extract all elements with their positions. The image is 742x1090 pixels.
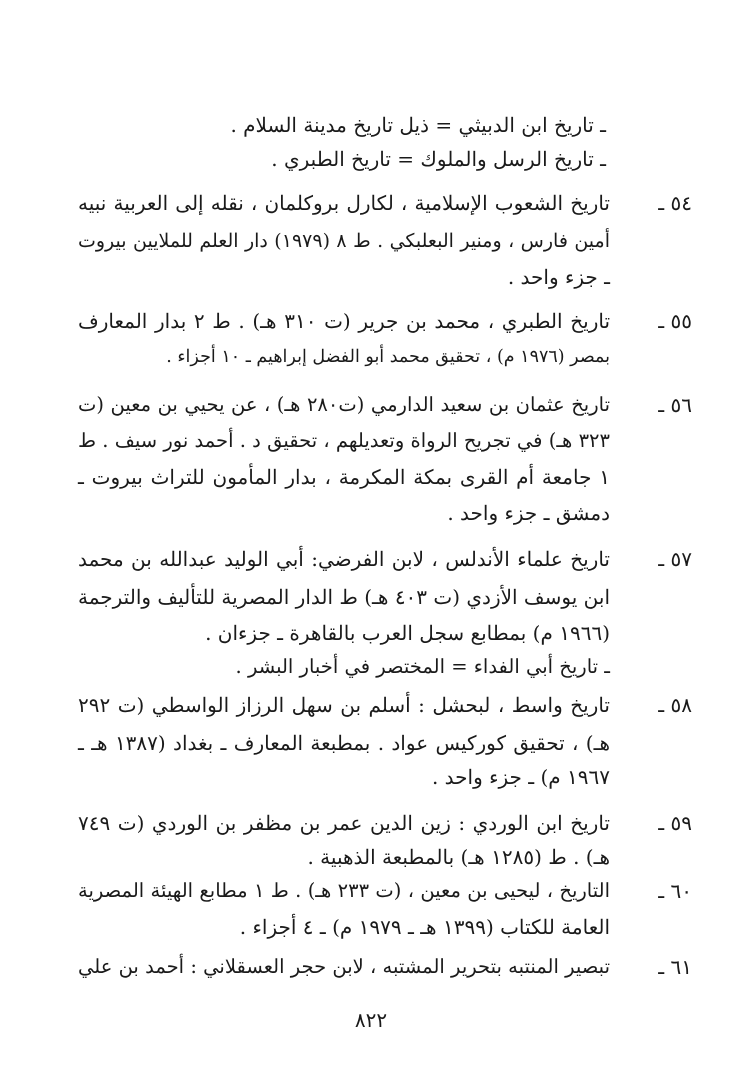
entry-line: تاريخ واسط ، لبحشل : أسلم بن سهل الرزاز الواسطي (ت ٢٩٢ [78,693,610,717]
entry-line: ـ تاريخ أبي الفداء = المختصر في أخبار البشر . [235,655,610,678]
entry-line: دمشق ـ جزء واحد . [447,501,610,525]
entry-line: تاريخ الطبري ، محمد بن جرير (ت ٣١٠ هـ) . ط ٢ بدار المعارف [78,309,611,333]
entry-number: ٥٥ ـ [658,309,692,333]
entry-number: ٦١ ـ [658,955,692,979]
entry-line: أمين فارس ، ومنير البعلبكي . ط ٨ (١٩٧٩) دار العلم للملايين بيروت [78,230,611,252]
entry-line: بمصر (١٩٧٦ م) ، تحقيق محمد أبو الفضل إبراهيم ـ ١٠ أجزاء . [166,347,610,367]
entry-number: ٥٨ ـ [658,693,692,717]
entry-line: التاريخ ، ليحيى بن معين ، (ت ٢٣٣ هـ) . ط ١ مطابع الهيئة المصرية [78,879,610,902]
entry-line: تاريخ الشعوب الإسلامية ، لكارل بروكلمان ، نقله إلى العربية نبيه [78,191,610,215]
cross-reference-line: ـ تاريخ الرسل والملوك = تاريخ الطبري . [271,147,606,171]
entry-number: ٥٤ ـ [658,191,692,215]
entry-line: (١٩٦٦ م) بمطابع سجل العرب بالقاهرة ـ جزءان . [205,621,610,645]
entry-number: ٥٩ ـ [658,811,692,835]
entry-line: تبصير المنتبه بتحرير المشتبه ، لابن حجر العسقلاني : أحمد بن علي [78,955,610,978]
entry-line: العامة للكتاب (١٣٩٩ هـ ـ ١٩٧٩ م) ـ ٤ أجزاء . [239,915,610,939]
entry-number: ٥٦ ـ [658,393,692,417]
page-number: ٨٢٢ [354,1008,388,1032]
entry-line: ١٩٦٧ م) ـ جزء واحد . [431,765,610,789]
entry-line: ـ جزء واحد . [507,265,610,289]
entry-line: ١ جامعة أم القرى بمكة المكرمة ، بدار المأمون للتراث بيروت ـ [78,465,610,489]
entry-line: تاريخ عثمان بن سعيد الدارمي (ت٢٨٠ هـ) ، عن يحيي بن معين (ت [78,393,610,416]
entry-line: تاريخ ابن الوردي : زين الدين عمر بن مظفر بن الوردي (ت ٧٤٩ [78,811,610,835]
entry-number: ٦٠ ـ [658,879,692,903]
entry-number: ٥٧ ـ [658,547,692,571]
entry-line: هـ) . ط (١٢٨٥ هـ) بالمطبعة الذهبية . [307,845,610,869]
entry-line: ٣٢٣ هـ) في تجريح الرواة وتعديلهم ، تحقيق د . أحمد نور سيف . ط [78,429,610,452]
entry-line: تاريخ علماء الأندلس ، لابن الفرضي: أبي الوليد عبدالله بن محمد [78,547,610,571]
cross-reference-line: ـ تاريخ ابن الدبيثي = ذيل تاريخ مدينة السلام . [230,113,606,137]
entry-line: هـ) ، تحقيق كوركيس عواد . بمطبعة المعارف ـ بغداد (١٣٨٧ هـ ـ [78,731,610,755]
entry-line: ابن يوسف الأزدي (ت ٤٠٣ هـ) ط الدار المصرية للتأليف والترجمة [78,585,611,609]
